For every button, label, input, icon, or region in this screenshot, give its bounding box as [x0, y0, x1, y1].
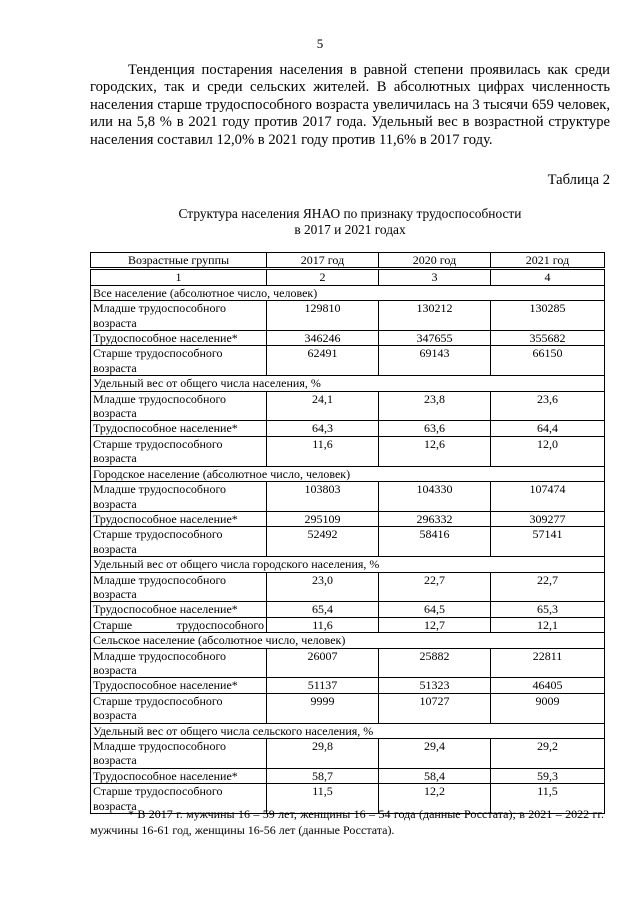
value-2017: 346246: [267, 331, 379, 346]
value-2017: 103803: [267, 482, 379, 512]
row-label: Младше трудоспособного возраста: [91, 572, 267, 602]
value-2017: 62491: [267, 346, 379, 376]
table-row: [91, 527, 605, 557]
page-number: 5: [316, 36, 324, 51]
section-row: [91, 633, 605, 648]
value-2020: 22,7: [379, 572, 491, 602]
footnote-text: * В 2017 г. мужчины 16 – 59 лет, женщины 16 – 54 года (данные Росстата); в 2021 – 2022 гг. мужчины 16-61 год, женщины 16-56 лет (данные Росстата).: [90, 807, 604, 837]
row-label: Старше трудоспособного возраста: [91, 346, 267, 376]
value-2017: 64,3: [267, 421, 379, 436]
value-2017: 52492: [267, 527, 379, 557]
row-label: Трудоспособное население*: [91, 678, 267, 693]
value-2020: 12,2: [379, 784, 491, 814]
value-2021: 309277: [491, 511, 605, 526]
value-2021: 46405: [491, 678, 605, 693]
row-label: Трудоспособное население*: [91, 421, 267, 436]
row-label: Младше трудоспособного возраста: [91, 391, 267, 421]
table-title-line1: Структура населения ЯНАО по признаку трудоспособности: [178, 206, 522, 221]
section-title: Городское население (абсолютное число, человек): [91, 466, 605, 481]
table-row: [91, 602, 605, 617]
value-2020: 64,5: [379, 602, 491, 617]
section-row: [91, 557, 605, 572]
value-2021: 22,7: [491, 572, 605, 602]
intro-text: Тенденция постарения населения в равной степени проявилась как среди городских, так и среди сельских жителей. В абсолютных цифрах численность населения старше трудоспособного возраста увеличилась на 3 тысячи 659 человек, или на 5,8 % в 2021 году против 2017 года. Удельный вес в возрастной структуре населения составил 12,0% в 2021 году против 11,6% в 2017 году.: [90, 62, 610, 148]
value-2020: 25882: [379, 648, 491, 678]
header-2020: 2020 год: [379, 253, 491, 268]
population-structure-table: [90, 252, 605, 814]
table-title-line2: в 2017 и 2021 годах: [294, 221, 406, 237]
table-label: Таблица 2: [547, 172, 610, 188]
header-2021: 2021 год: [491, 253, 605, 268]
value-2020: 23,8: [379, 391, 491, 421]
value-2020: 347655: [379, 331, 491, 346]
value-2021: 12,0: [491, 436, 605, 466]
value-2017: 65,4: [267, 602, 379, 617]
value-2017: 129810: [267, 301, 379, 331]
value-2021: 130285: [491, 301, 605, 331]
value-2017: 26007: [267, 648, 379, 678]
header-age-groups: Возрастные группы: [91, 253, 267, 268]
column-number-3: 3: [379, 270, 491, 285]
table-row: [91, 346, 605, 376]
value-2021: 64,4: [491, 421, 605, 436]
value-2020: 12,7: [379, 617, 491, 632]
row-label: Младше трудоспособного возраста: [91, 482, 267, 512]
value-2021: 23,6: [491, 391, 605, 421]
value-2017: 58,7: [267, 768, 379, 783]
column-number-2: 2: [267, 270, 379, 285]
table-row: [91, 331, 605, 346]
value-2017: 51137: [267, 678, 379, 693]
row-label: Младше трудоспособного возраста: [91, 739, 267, 769]
table-row: [91, 572, 605, 602]
value-2017: 24,1: [267, 391, 379, 421]
table-row: [91, 739, 605, 769]
column-number-4: 4: [491, 270, 605, 285]
row-label: Младше трудоспособного возраста: [91, 648, 267, 678]
table-row: [91, 511, 605, 526]
section-title: Удельный вес от общего числа населения, %: [91, 376, 605, 391]
value-2020: 58416: [379, 527, 491, 557]
section-row: [91, 285, 605, 300]
column-number-row: [91, 270, 605, 285]
value-2020: 58,4: [379, 768, 491, 783]
row-label: Старше трудоспособного возраста: [91, 693, 267, 723]
table-row: [91, 421, 605, 436]
value-2020: 104330: [379, 482, 491, 512]
value-2020: 130212: [379, 301, 491, 331]
value-2021: 59,3: [491, 768, 605, 783]
value-2017: 23,0: [267, 572, 379, 602]
section-title: Удельный вес от общего числа городского населения, %: [91, 557, 605, 572]
value-2020: 10727: [379, 693, 491, 723]
value-2020: 69143: [379, 346, 491, 376]
section-title: Удельный вес от общего числа сельского населения, %: [91, 723, 605, 738]
section-title: Сельское население (абсолютное число, человек): [91, 633, 605, 648]
table-row: [91, 436, 605, 466]
section-title: Все население (абсолютное число, человек): [91, 285, 605, 300]
value-2020: 296332: [379, 511, 491, 526]
value-2020: 29,4: [379, 739, 491, 769]
value-2021: 355682: [491, 331, 605, 346]
value-2021: 65,3: [491, 602, 605, 617]
value-2021: 22811: [491, 648, 605, 678]
table-row: [91, 482, 605, 512]
value-2017: 29,8: [267, 739, 379, 769]
value-2017: 11,6: [267, 617, 379, 632]
value-2021: 12,1: [491, 617, 605, 632]
section-row: [91, 466, 605, 481]
table-row: [91, 768, 605, 783]
row-label: Старше трудоспособного возраста: [91, 527, 267, 557]
row-label: Трудоспособное население*: [91, 331, 267, 346]
section-row: [91, 376, 605, 391]
row-label: Трудоспособное население*: [91, 511, 267, 526]
value-2017: 11,5: [267, 784, 379, 814]
value-2021: 66150: [491, 346, 605, 376]
value-2017: 295109: [267, 511, 379, 526]
table-row: [91, 693, 605, 723]
value-2021: 9009: [491, 693, 605, 723]
row-label: Младше трудоспособного возраста: [91, 301, 267, 331]
table-title: [90, 206, 610, 237]
table-row: [91, 391, 605, 421]
table-row: [91, 301, 605, 331]
row-label: Трудоспособное население*: [91, 768, 267, 783]
value-2021: 57141: [491, 527, 605, 557]
table-row: [91, 617, 605, 632]
row-label: Трудоспособное население*: [91, 602, 267, 617]
header-2017: 2017 год: [267, 253, 379, 268]
row-label: Старше трудоспособного: [91, 617, 267, 632]
value-2017: 11,6: [267, 436, 379, 466]
value-2020: 12,6: [379, 436, 491, 466]
value-2020: 63,6: [379, 421, 491, 436]
row-label: Старше трудоспособного возраста: [91, 784, 267, 814]
row-label: Старше трудоспособного возраста: [91, 436, 267, 466]
value-2021: 11,5: [491, 784, 605, 814]
table-row: [91, 678, 605, 693]
value-2017: 9999: [267, 693, 379, 723]
section-row: [91, 723, 605, 738]
footnote: [90, 806, 604, 838]
value-2021: 107474: [491, 482, 605, 512]
value-2020: 51323: [379, 678, 491, 693]
column-number-1: 1: [91, 270, 267, 285]
intro-paragraph: [90, 62, 610, 149]
table-header-row: [91, 253, 605, 268]
value-2021: 29,2: [491, 739, 605, 769]
table-row: [91, 648, 605, 678]
